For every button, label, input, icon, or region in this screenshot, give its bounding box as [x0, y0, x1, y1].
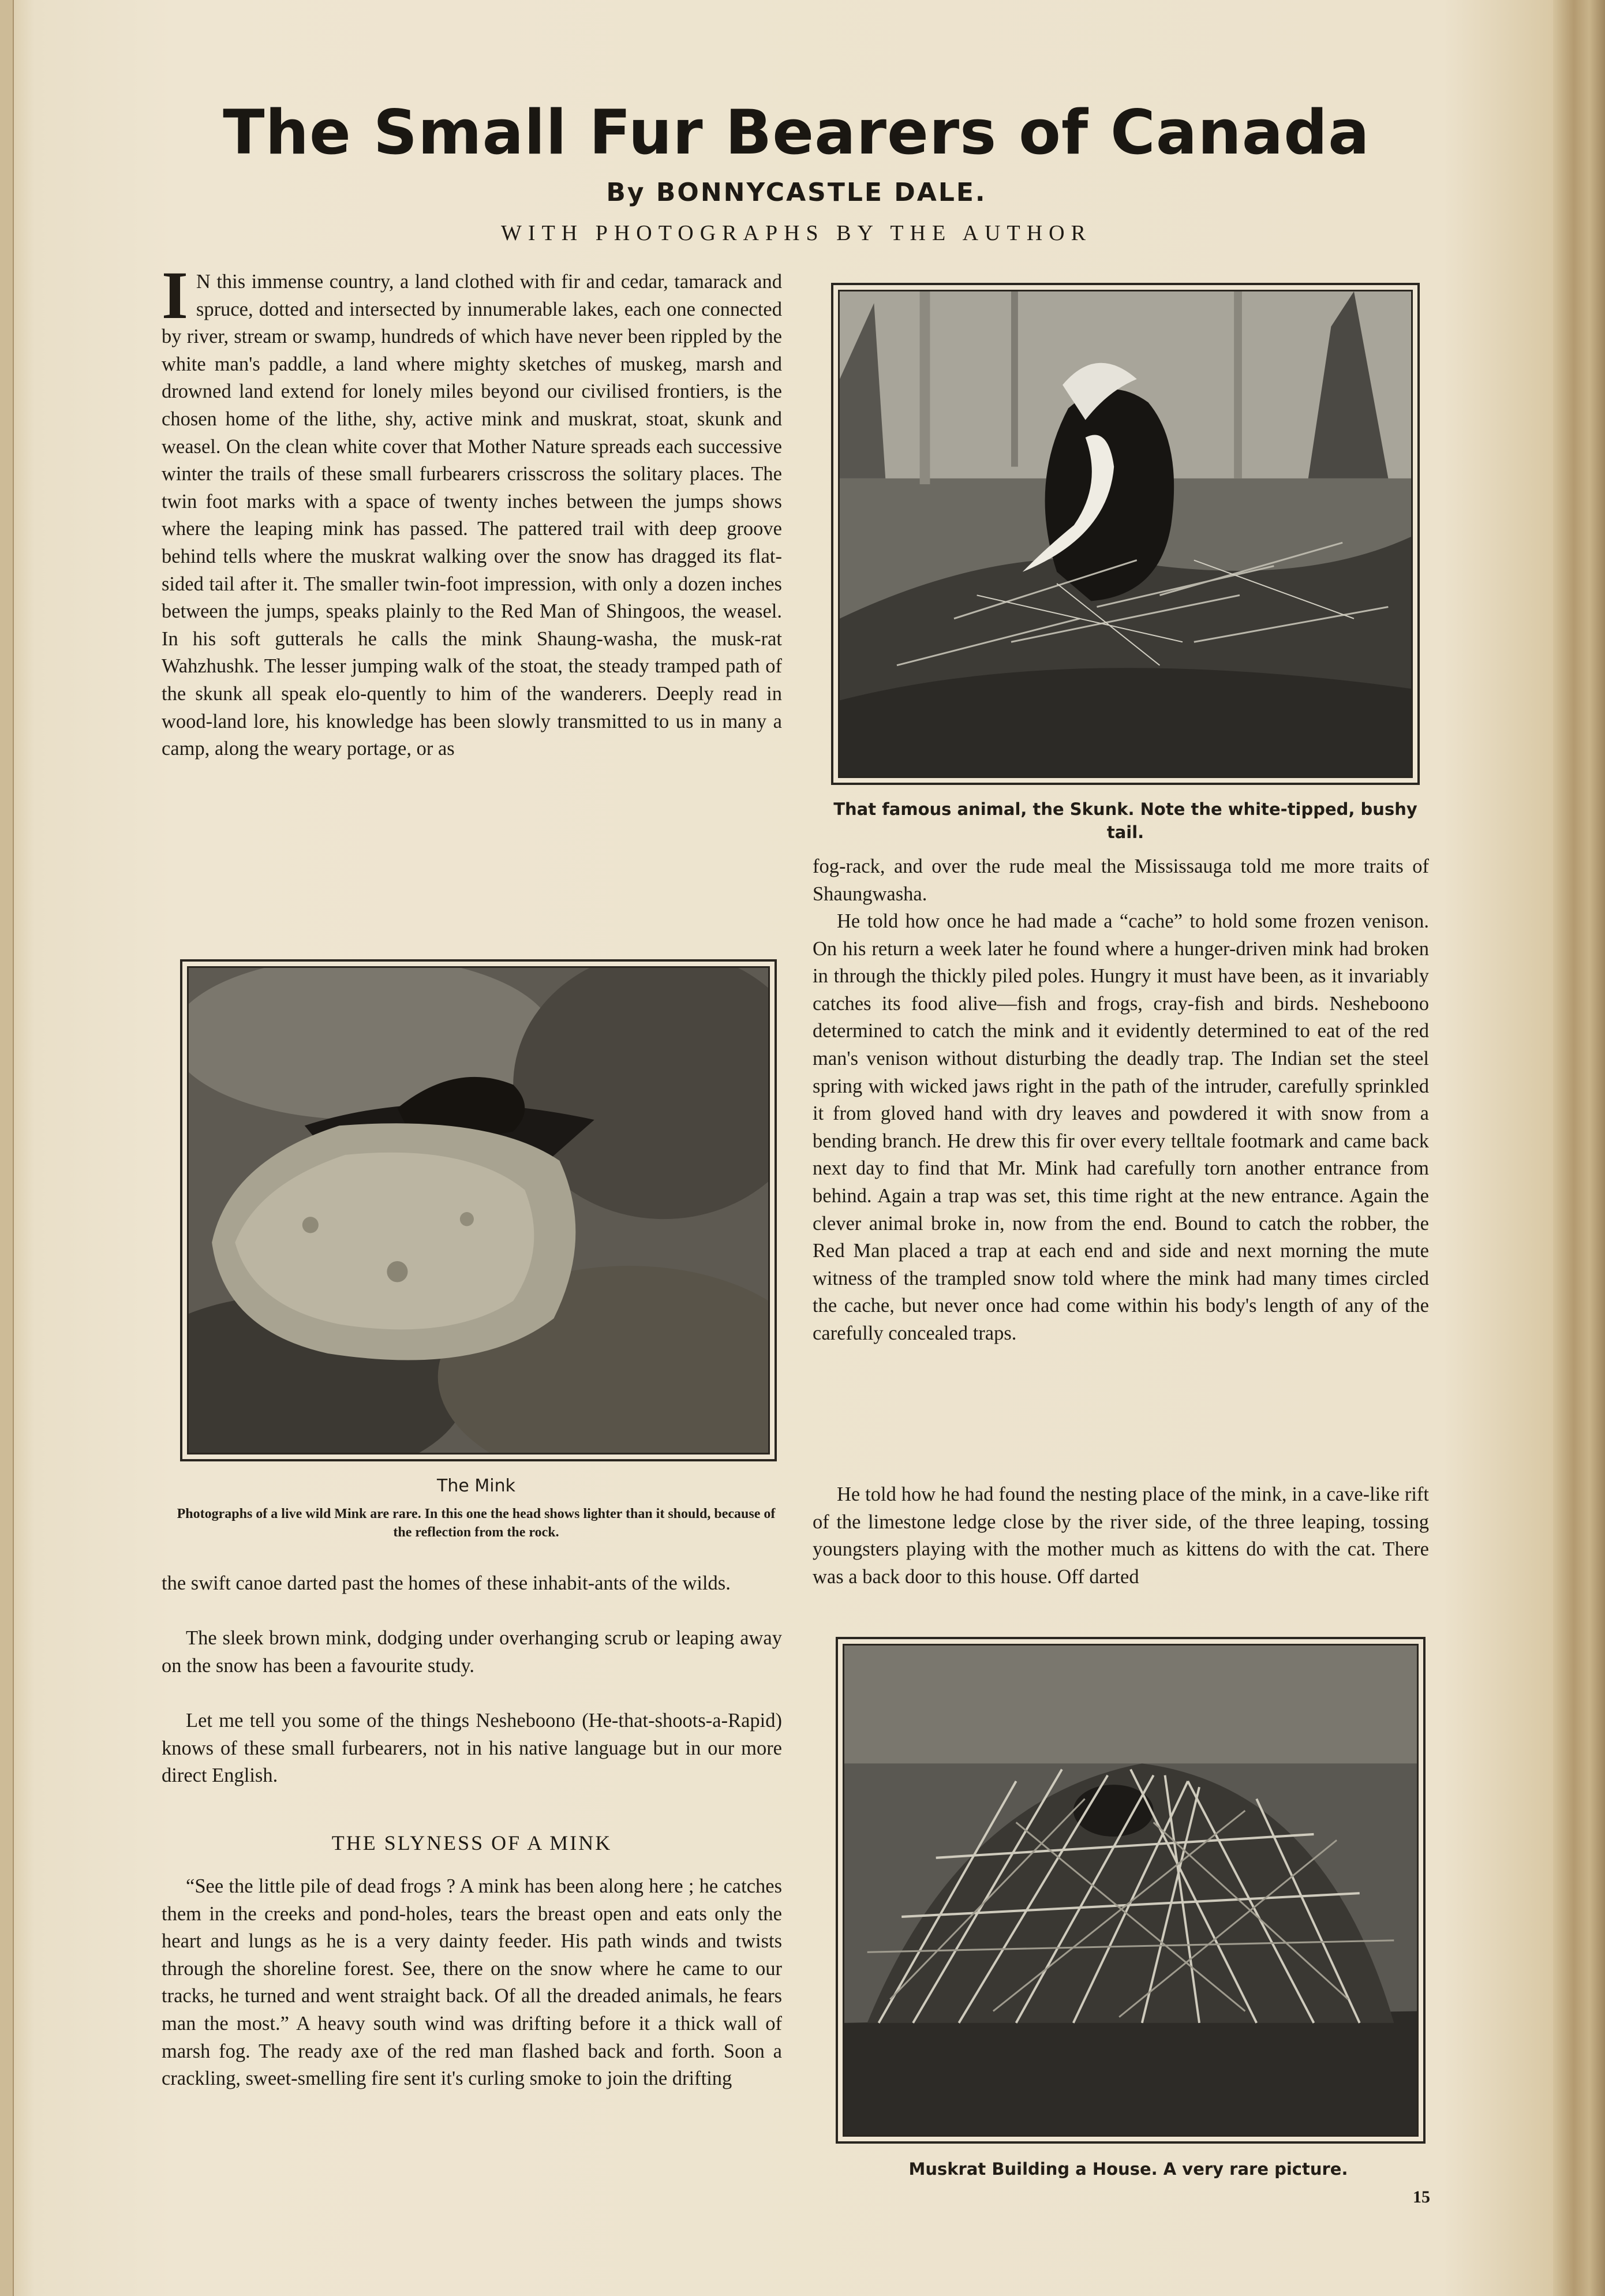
nesting-paragraph: He told how he had found the nesting place of the mink, in a cave-like rift of the limestone ledge close by the river side, of the three leaping, tossing youngsters playing with the mother much as kittens do with the cat. There was a back door to this house. Off darted	[813, 1483, 1429, 1588]
mink-photo	[180, 959, 777, 1461]
frogs-paragraph: “See the little pile of dead frogs ? A mink has been along here ; he catches them in the creeks and pond-holes, tears the breast open and eats only the heart and lungs as he is a very dainty feeder. His path winds and twists through the shoreline forest. See, there on the snow where he came to our tracks, he turned and went straight back. Of all the dreaded animals, he fears man the most.” A heavy south wind was drifting before it a thick wall of marsh fog. The ready axe of the red man flashed back and forth. Soon a crackling, sweet-smelling fire sent it's curling smoke to join the drifting	[162, 1875, 782, 2090]
intro-text: N this immense country, a land clothed with fir and cedar, tamarack and spruce, dotted and intersected by innumerable lakes, each one connected by river, stream or swamp, hundreds of which have never been rippled by the white man's paddle, a land where mighty sketches of muskeg, marsh and drowned land extend for lonely miles beyond our civilised frontiers, is the chosen home of the lithe, shy, active mink and muskrat, stoat, skunk and weasel. On the clean white cover that Mother Nature spreads each successive winter the trails of these small furbearers crisscross the solitary places. The twin foot marks with a space of twenty inches between the jumps shows where the leaping mink has passed. The pattered trail with deep groove behind tells where the muskrat walking over the snow has dragged its flat-sided tail after it. The smaller twin-foot impression, with only a dozen inches between the jumps, speaks plainly to the Red Man of Shingoos, the weasel. In his soft gutterals he calls the mink Shaung-washa, the musk-rat Wahzhushk. The lesser jumping walk of the stoat, the steady tramped path of the skunk all speak elo-quently to him of the wanderers. Deeply read in wood-land lore, his knowledge has been slowly transmitted to us in many a camp, along the weary portage, or as	[162, 271, 782, 760]
fog-rack-paragraph: fog-rack, and over the rude meal the Mississauga told me more traits of Shaungwasha.	[813, 855, 1429, 905]
mink-study-paragraph: The sleek brown mink, dodging under overhanging scrub or leaping away on the snow has been a favourite study.	[162, 1627, 782, 1677]
intro-continuation: the swift canoe darted past the homes of these inhabit-ants of the wilds.	[162, 1572, 731, 1594]
page-edge	[1553, 0, 1605, 2296]
skunk-caption: That famous animal, the Skunk. Note the white-tipped, bushy tail.	[833, 799, 1417, 842]
article-byline: By BONNYCASTLE DALE.	[606, 178, 987, 207]
article-title: The Small Fur Bearers of Canada	[223, 97, 1370, 168]
muskrat-photo	[836, 1637, 1426, 2144]
mink-caption: Photographs of a live wild Mink are rare. In this one the head shows lighter than it should, because of the reflection from the rock.	[177, 1506, 776, 1540]
mink-title: The Mink	[437, 1476, 515, 1496]
section-heading: THE SLYNESS OF A MINK	[331, 1831, 612, 1854]
skunk-photo	[831, 283, 1420, 785]
photo-credit: WITH PHOTOGRAPHS BY THE AUTHOR	[501, 221, 1092, 245]
drop-cap: I	[162, 257, 188, 333]
nesheboono-paragraph: Let me tell you some of the things Nesheboono (He-that-shoots-a-Rapid) knows of these small furbearers, not in his native language but in our more direct English.	[162, 1710, 782, 1787]
muskrat-caption: Muskrat Building a House. A very rare picture.	[908, 2159, 1348, 2179]
intro-paragraph	[162, 257, 782, 763]
cache-paragraph: He told how once he had made a “cache” to hold some frozen venison. On his return a week later he found where a hunger-driven mink had broken in through the thickly piled poles. Hungry it must have been, as it invariably catches its food alive—fish and frogs, cray-fish and birds. Nesheboono determined to catch the mink and it evidently determined to eat of the red man's venison without disturbing the deadly trap. The Indian set the steel spring with wicked jaws right in the path of the intruder, carefully sprinkled it from gloved hand with dry leaves and powdered it with snow from a bending branch. He drew this fir over every telltale footmark and came back next day to find that Mr. Mink had carefully torn another entrance from behind. Again a trap was set, this time right at the new entrance. Again the clever animal broke in, now from the end. Bound to catch the robber, the Red Man placed a trap at each end and side and next morning the mute witness of the trampled snow told where the mink had many times circled the cache, but never once had come within his body's length of any of the carefully concealed traps.	[813, 910, 1429, 1344]
page-binding	[0, 0, 14, 2296]
page-number: 15	[1413, 2187, 1430, 2207]
